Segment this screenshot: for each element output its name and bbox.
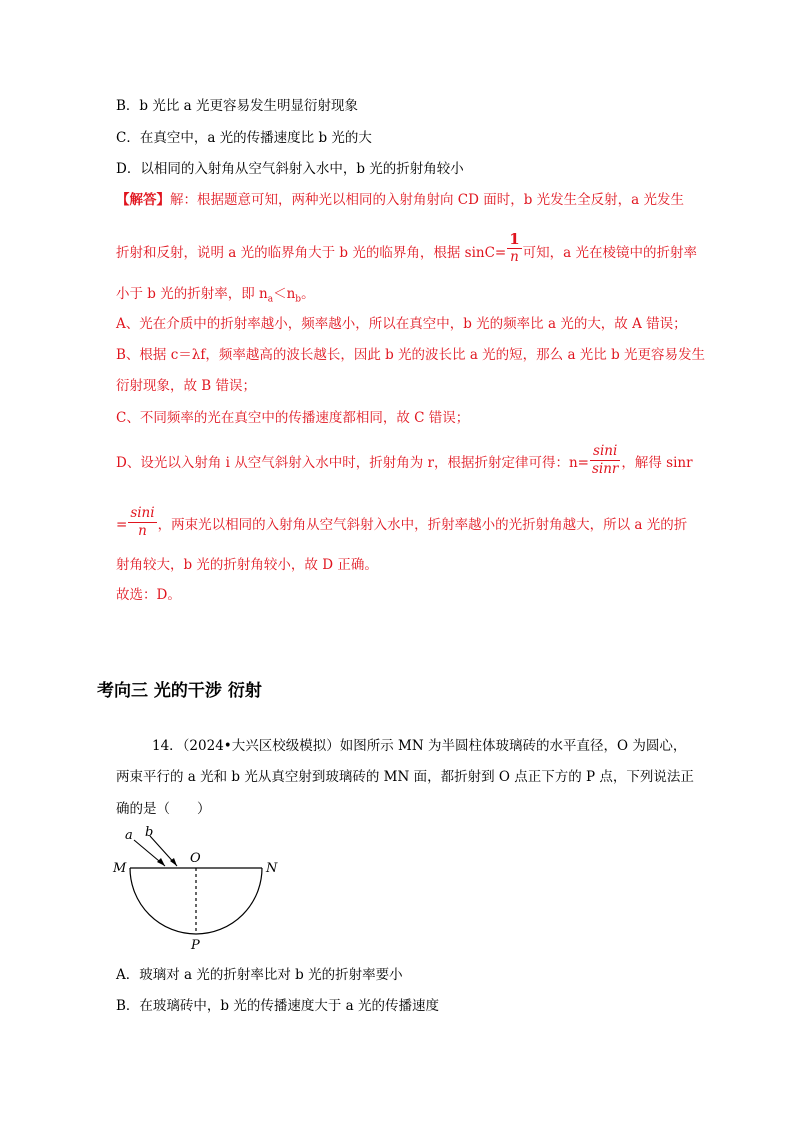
solution-text-2a: 折射和反射，说明 a 光的临界角大于 b 光的临界角，根据 sinC= — [116, 245, 507, 261]
fraction-numerator: sini — [590, 443, 620, 461]
question-line-1: 14．（2024•大兴区校级模拟）如图所示 MN 为半圆柱体玻璃砖的水平直径，O 为圆心， — [152, 738, 687, 754]
question-line-3: 确的是（ ） — [116, 801, 211, 817]
solution-text-d2b: ，两束光以相同的入射角从空气斜射入水中，折射率越小的光折射角越大，所以 a 光的折 — [157, 517, 688, 533]
solution-line-2 — [116, 230, 698, 271]
fraction-denominator: n — [138, 523, 147, 539]
option-b-prev: B．b 光比 a 光更容易发生明显衍射现象 — [116, 98, 358, 114]
option-c-prev: C．在真空中，a 光的传播速度比 b 光的大 — [116, 130, 372, 146]
solution-text-3b: ＜n — [273, 286, 296, 302]
solution-tag: 【解答】 — [116, 192, 170, 208]
label-p: P — [191, 938, 200, 953]
question-line-2: 两束平行的 a 光和 b 光从真空射到玻璃砖的 MN 面，都折射到 O 点正下方的 P 点，下列说法正 — [116, 769, 694, 785]
fraction-denominator: n — [510, 249, 519, 265]
solution-text-d1a: D、设光以入射角 i 从空气斜射入水中时，折射角为 r，根据折射定律可得：n= — [116, 455, 589, 471]
option-d-prev: D．以相同的入射角从空气斜射入水中，b 光的折射角较小 — [116, 161, 464, 177]
fraction-sini-over-sinr — [590, 443, 620, 478]
solution-d-3: 射角较大，b 光的折射角较小，故 D 正确。 — [116, 557, 378, 573]
solution-text-2b: 可知，a 光在棱镜中的折射率 — [522, 245, 698, 261]
fraction-denominator: sinr — [591, 461, 619, 477]
fraction-1-over-n — [507, 231, 521, 266]
fraction-sini-over-n — [128, 505, 156, 540]
fraction-numerator: 1 — [509, 230, 520, 248]
solution-text-3a: 小于 b 光的折射率，即 n — [116, 286, 268, 302]
solution-b-2: 衍射现象，故 B 错误； — [116, 378, 257, 394]
subscript-a: a — [267, 294, 274, 305]
solution-answer: 故选：D。 — [116, 587, 181, 603]
fraction-numerator: sini — [130, 505, 155, 521]
solution-text-3c: 。 — [301, 286, 315, 302]
section-heading: 考向三 光的干涉 衍射 — [97, 681, 262, 701]
solution-line-1 — [116, 190, 684, 210]
subscript-b: b — [295, 294, 302, 305]
label-b: b — [145, 825, 154, 840]
label-o: O — [190, 851, 201, 866]
label-m: M — [113, 861, 127, 876]
solution-d-2 — [116, 505, 688, 543]
solution-d-1 — [116, 443, 693, 481]
solution-text-1: 解：根据题意可知，两种光以相同的入射角射向 CD 面时，b 光发生全反射，a 光发生 — [170, 192, 685, 208]
solution-text-d1b: ，解得 sinr — [621, 455, 693, 471]
solution-text-d2a: = — [116, 517, 128, 533]
option-a: A．玻璃对 a 光的折射率比对 b 光的折射率要小 — [116, 967, 403, 983]
solution-c: C、不同频率的光在真空中的传播速度都相同，故 C 错误； — [116, 410, 470, 426]
label-a: a — [125, 828, 133, 843]
semicircle-glass-figure — [110, 822, 290, 954]
option-b: B．在玻璃砖中，b 光的传播速度大于 a 光的传播速度 — [116, 998, 439, 1014]
solution-b-1: B、根据 c＝λf，频率越高的波长越长，因此 b 光的波长比 a 光的短，那么 a 光比 b 光更容易发生 — [116, 347, 706, 363]
solution-a: A、光在介质中的折射率越小，频率越小，所以在真空中，b 光的频率比 a 光的大，故 A 错误； — [116, 316, 687, 332]
ray-a-arrow-icon — [157, 858, 165, 866]
solution-line-3 — [116, 284, 315, 310]
label-n: N — [266, 861, 278, 876]
